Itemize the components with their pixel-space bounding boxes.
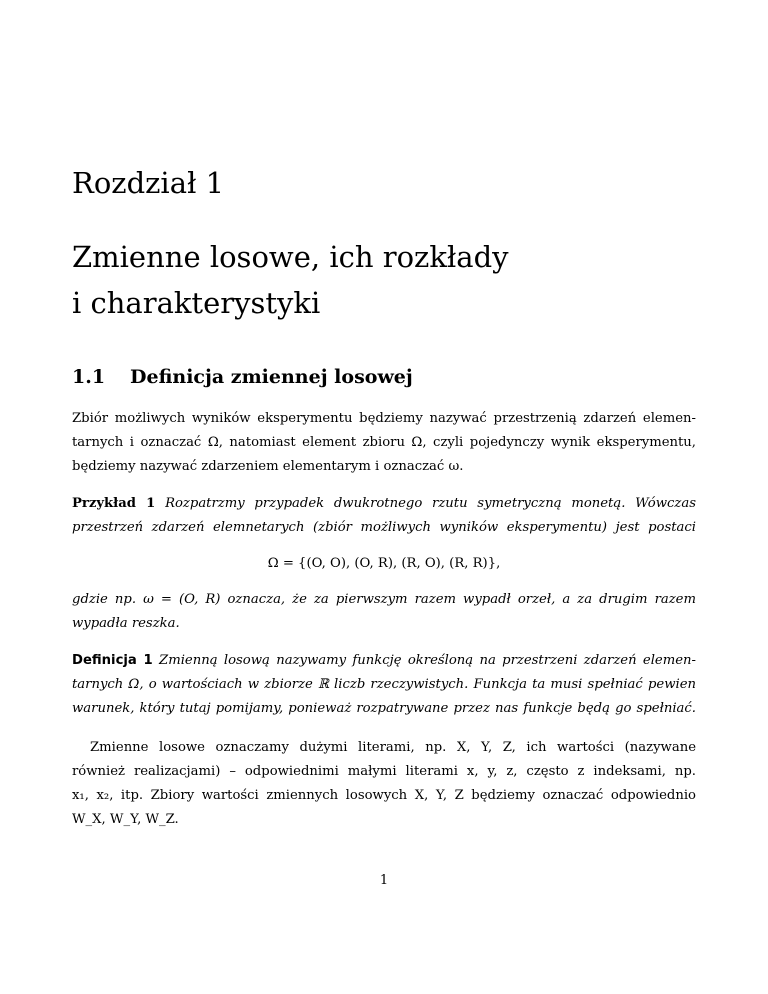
omega-equation: Ω = {(O, O), (O, R), (R, O), (R, R)}, [267, 556, 501, 571]
page-number: 1 [379, 873, 389, 888]
definition-text: Zmienną losową nazywamy funkcję określoną na przestrzeni zdarzeń elemen- [159, 653, 696, 668]
definition-line: warunek, który tutaj pomijamy, ponieważ rozpatrywane przez nas funkcje będą go spełniać. [72, 701, 696, 716]
example-text: Rozpatrzmy przypadek dwukrotnego rzutu symetryczną monetą. Wówczas [165, 496, 696, 511]
example-line: przestrzeń zdarzeń elemnetarych (zbiór możliwych wyników eksperymentu) jest postaci [72, 520, 696, 535]
intro-paragraph [72, 407, 696, 479]
body-paragraph [72, 736, 696, 832]
section-number: 1.1 [72, 366, 106, 388]
paragraph-line: W_X, W_Y, W_Z. [72, 812, 179, 827]
example-line: gdzie np. ω = (O, R) oznacza, że za pierwszym razem wypadł orzeł, a za drugim razem [72, 592, 696, 607]
paragraph-line: Zmienne losowe oznaczamy dużymi literami, np. X, Y, Z, ich wartości (nazywane [90, 740, 696, 755]
chapter-title [72, 234, 692, 326]
chapter-title-line: Zmienne losowe, ich rozkłady [72, 240, 509, 274]
paragraph-line: również realizacjami) – odpowiednimi małymi literami x, y, z, często z indeksami, np. [72, 764, 696, 779]
example-label: Przykład 1 [72, 496, 156, 511]
definition-line [72, 649, 696, 673]
example-continuation [72, 588, 696, 636]
example-line [72, 492, 696, 516]
paragraph-line: Zbiór możliwych wyników eksperymentu będziemy nazywać przestrzenią zdarzeń elemen- [72, 411, 696, 426]
section-heading [72, 366, 413, 388]
section-title: Definicja zmiennej losowej [130, 366, 413, 388]
paragraph-line: tarnych i oznaczać Ω, natomiast element zbioru Ω, czyli pojedynczy wynik eksperymentu, [72, 435, 696, 450]
definition-block [72, 649, 696, 721]
paragraph-line: będziemy nazywać zdarzeniem elementarym i oznaczać ω. [72, 459, 464, 474]
example-line: wypadła reszka. [72, 616, 180, 631]
definition-line: tarnych Ω, o wartościach w zbiorze ℝ liczb rzeczywistych. Funkcja ta musi spełniać pewien [72, 677, 696, 692]
paragraph-line: x₁, x₂, itp. Zbiory wartości zmiennych losowych X, Y, Z będziemy oznaczać odpowiednio [72, 788, 696, 803]
chapter-label: Rozdział 1 [72, 166, 225, 200]
chapter-title-line: i charakterystyki [72, 286, 321, 320]
definition-label: Definicja 1 [72, 653, 153, 668]
example-block [72, 492, 696, 540]
